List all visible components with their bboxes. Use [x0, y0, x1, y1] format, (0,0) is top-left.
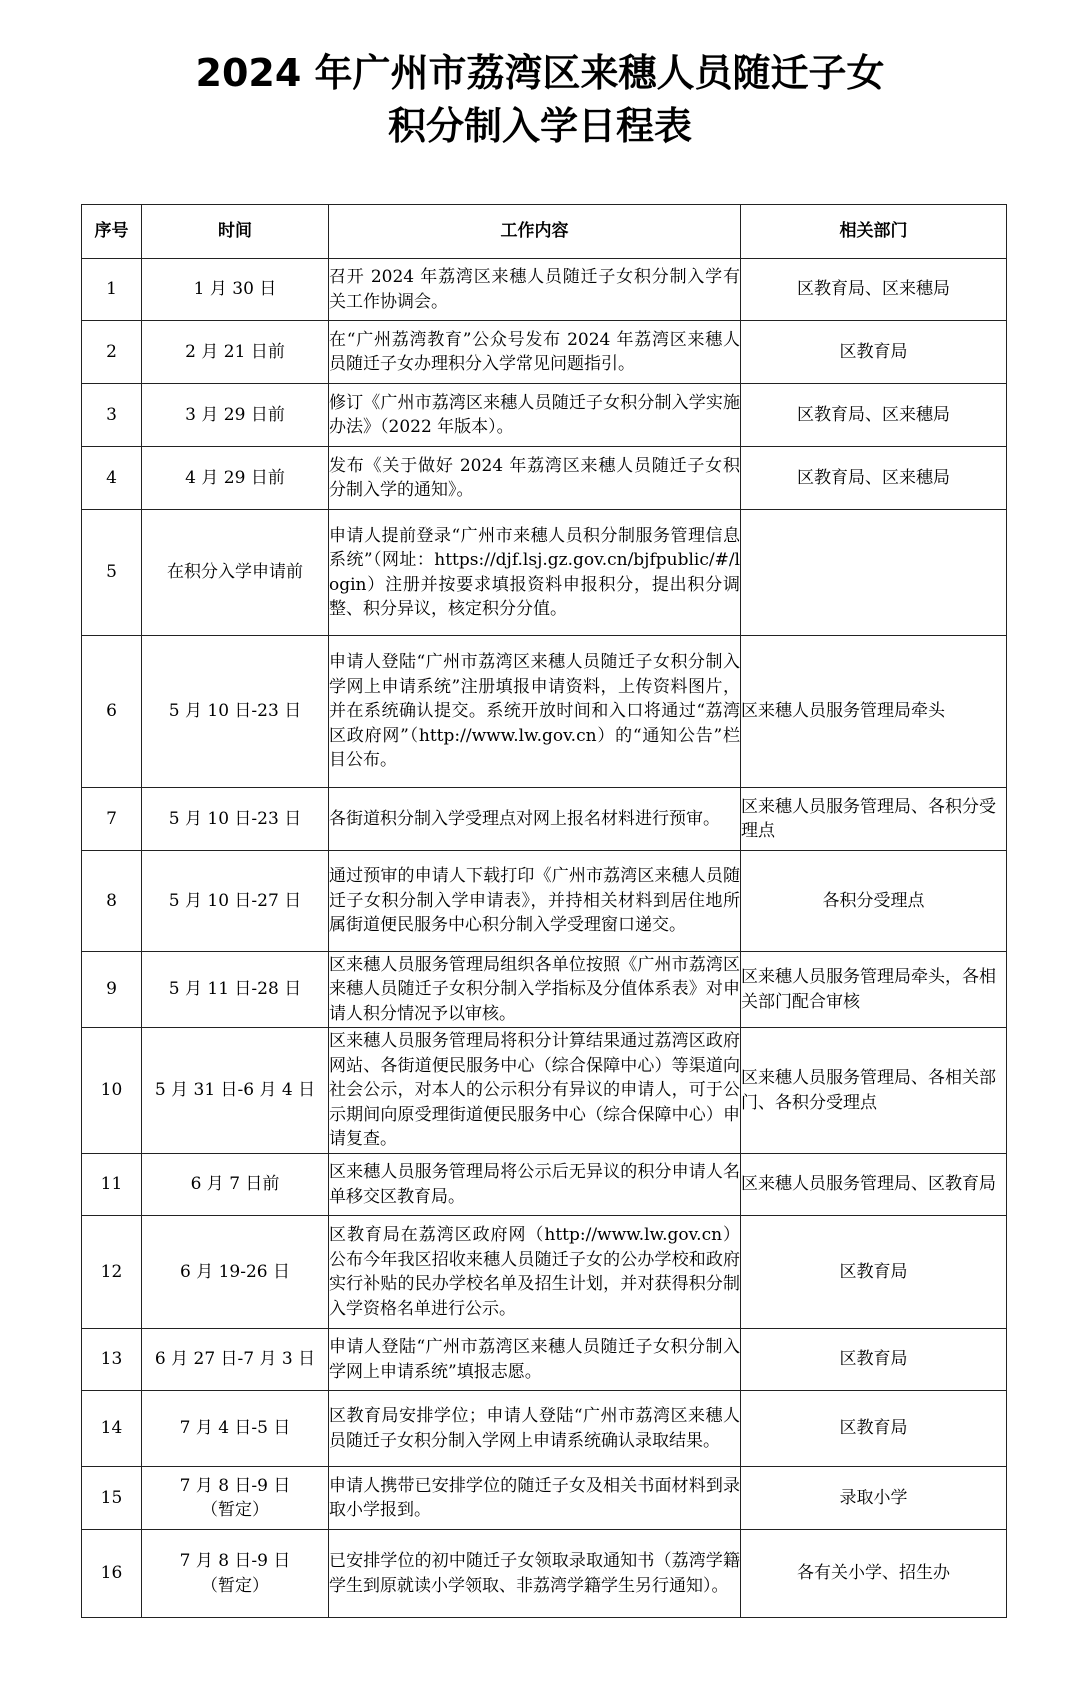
row-time-date: 7 月 8 日-9 日	[179, 1551, 291, 1571]
row-dept: 区教育局	[741, 1329, 1007, 1391]
row-num: 8	[82, 851, 142, 952]
row-content: 区来穗人员服务管理局将积分计算结果通过荔湾区政府网站、各街道便民服务中心（综合保障中心）等渠道向社会公示，对本人的公示积分有异议的申请人，可于公示期间向原受理街道便民服务中心（综合保障中心）申请复查。	[329, 1028, 741, 1154]
row-content: 区教育局安排学位；申请人登陆“广州市荔湾区来穗人员随迁子女积分制入学网上申请系统确认录取结果。	[329, 1391, 741, 1467]
document-title-line-1: 2024 年广州市荔湾区来穗人员随迁子女	[195, 51, 885, 95]
table-row	[82, 384, 1007, 447]
row-time: 3 月 29 日前	[142, 384, 329, 447]
table-row	[82, 1467, 1007, 1530]
header-dept: 相关部门	[741, 205, 1007, 259]
row-dept: 区教育局、区来穗局	[741, 384, 1007, 447]
row-time-note: （暂定）	[201, 1575, 269, 1596]
row-time: 5 月 10 日-27 日	[142, 851, 329, 952]
row-num: 6	[82, 636, 142, 788]
row-num: 12	[82, 1216, 142, 1329]
row-time-date: 7 月 8 日-9 日	[179, 1475, 291, 1496]
table-row	[82, 1028, 1007, 1154]
table-row	[82, 1530, 1007, 1618]
row-content: 申请人提前登录“广州市来穗人员积分制服务管理信息系统”（网址：https://djf.lsj.gz.gov.cn/bjfpublic/#/login）注册并按要求填报资料申报积分，提出积分调整、积分异议，核定积分分值。	[329, 510, 741, 636]
row-num: 3	[82, 384, 142, 447]
row-time: 5 月 11 日-28 日	[142, 952, 329, 1028]
row-time: 4 月 29 日前	[142, 447, 329, 510]
row-time: 1 月 30 日	[142, 259, 329, 321]
table-row	[82, 510, 1007, 636]
table-row	[82, 851, 1007, 952]
table-row	[82, 259, 1007, 321]
row-dept: 区教育局	[741, 1391, 1007, 1467]
row-content: 修订《广州市荔湾区来穗人员随迁子女积分制入学实施办法》（2022 年版本）。	[329, 384, 741, 447]
row-dept: 区教育局	[741, 1216, 1007, 1329]
row-num: 10	[82, 1028, 142, 1154]
row-num: 14	[82, 1391, 142, 1467]
row-time: 7 月 4 日-5 日	[142, 1391, 329, 1467]
row-content: 区教育局在荔湾区政府网（http://www.lw.gov.cn）公布今年我区招收来穗人员随迁子女的公办学校和政府实行补贴的民办学校名单及招生计划，并对获得积分制入学资格名单进行公示。	[329, 1216, 741, 1329]
row-time: 5 月 10 日-23 日	[142, 788, 329, 851]
row-num: 16	[82, 1530, 142, 1618]
document-title-line-2: 积分制入学日程表	[387, 104, 692, 148]
header-num: 序号	[82, 205, 142, 259]
table-row	[82, 1154, 1007, 1216]
row-time-note: （暂定）	[201, 1500, 269, 1520]
table-row	[82, 447, 1007, 510]
row-content: 申请人登陆“广州市荔湾区来穗人员随迁子女积分制入学网上申请系统”注册填报申请资料，上传资料图片，并在系统确认提交。系统开放时间和入口将通过“荔湾区政府网”（http://www.lw.gov.cn）的“通知公告”栏目公布。	[329, 636, 741, 788]
row-num: 13	[82, 1329, 142, 1391]
row-time: 5 月 31 日-6 月 4 日	[142, 1028, 329, 1154]
table-row	[82, 1391, 1007, 1467]
table-row	[82, 952, 1007, 1028]
row-content: 已安排学位的初中随迁子女领取录取通知书（荔湾学籍学生到原就读小学领取、非荔湾学籍学生另行通知）。	[329, 1530, 741, 1618]
row-dept: 录取小学	[741, 1467, 1007, 1530]
row-dept: 区来穗人员服务管理局、各相关部门、各积分受理点	[741, 1028, 1007, 1154]
row-dept: 区来穗人员服务管理局、区教育局	[741, 1154, 1007, 1216]
row-content: 申请人登陆“广州市荔湾区来穗人员随迁子女积分制入学网上申请系统”填报志愿。	[329, 1329, 741, 1391]
row-num: 7	[82, 788, 142, 851]
table-row	[82, 1329, 1007, 1391]
row-content: 召开 2024 年荔湾区来穗人员随迁子女积分制入学有关工作协调会。	[329, 259, 741, 321]
table-header-row	[82, 205, 1007, 259]
row-time: 6 月 27 日-7 月 3 日	[142, 1329, 329, 1391]
row-time: 6 月 7 日前	[142, 1154, 329, 1216]
row-dept: 区来穗人员服务管理局牵头，各相关部门配合审核	[741, 952, 1007, 1028]
row-content: 区来穗人员服务管理局将公示后无异议的积分申请人名单移交区教育局。	[329, 1154, 741, 1216]
table-row	[82, 321, 1007, 384]
row-time	[142, 1467, 329, 1530]
row-time: 2 月 21 日前	[142, 321, 329, 384]
row-dept: 各积分受理点	[741, 851, 1007, 952]
row-num: 4	[82, 447, 142, 510]
row-content: 各街道积分制入学受理点对网上报名材料进行预审。	[329, 788, 741, 851]
row-time: 6 月 19-26 日	[142, 1216, 329, 1329]
row-num: 5	[82, 510, 142, 636]
row-num: 9	[82, 952, 142, 1028]
row-dept: 区教育局	[741, 321, 1007, 384]
row-num: 2	[82, 321, 142, 384]
row-time	[142, 1530, 329, 1618]
header-time: 时间	[142, 205, 329, 259]
row-content: 申请人携带已安排学位的随迁子女及相关书面材料到录取小学报到。	[329, 1467, 741, 1530]
table-row	[82, 788, 1007, 851]
row-num: 11	[82, 1154, 142, 1216]
table-row	[82, 1216, 1007, 1329]
row-dept: 区来穗人员服务管理局、各积分受理点	[741, 788, 1007, 851]
row-content: 发布《关于做好 2024 年荔湾区来穗人员随迁子女积分制入学的通知》。	[329, 447, 741, 510]
row-dept: 区教育局、区来穗局	[741, 259, 1007, 321]
row-dept: 区来穗人员服务管理局牵头	[741, 636, 1007, 788]
row-time: 5 月 10 日-23 日	[142, 636, 329, 788]
row-num: 1	[82, 259, 142, 321]
row-dept: 区教育局、区来穗局	[741, 447, 1007, 510]
table-row	[82, 636, 1007, 788]
row-content: 在“广州荔湾教育”公众号发布 2024 年荔湾区来穗人员随迁子女办理积分入学常见问题指引。	[329, 321, 741, 384]
header-content: 工作内容	[329, 205, 741, 259]
row-dept: 各有关小学、招生办	[741, 1530, 1007, 1618]
schedule-table	[81, 204, 1007, 1618]
row-content: 通过预审的申请人下载打印《广州市荔湾区来穗人员随迁子女积分制入学申请表》，并持相关材料到居住地所属街道便民服务中心积分制入学受理窗口递交。	[329, 851, 741, 952]
row-time: 在积分入学申请前	[142, 510, 329, 636]
row-dept	[741, 510, 1007, 636]
row-content: 区来穗人员服务管理局组织各单位按照《广州市荔湾区来穗人员随迁子女积分制入学指标及分值体系表》对申请人积分情况予以审核。	[329, 952, 741, 1028]
row-num: 15	[82, 1467, 142, 1530]
